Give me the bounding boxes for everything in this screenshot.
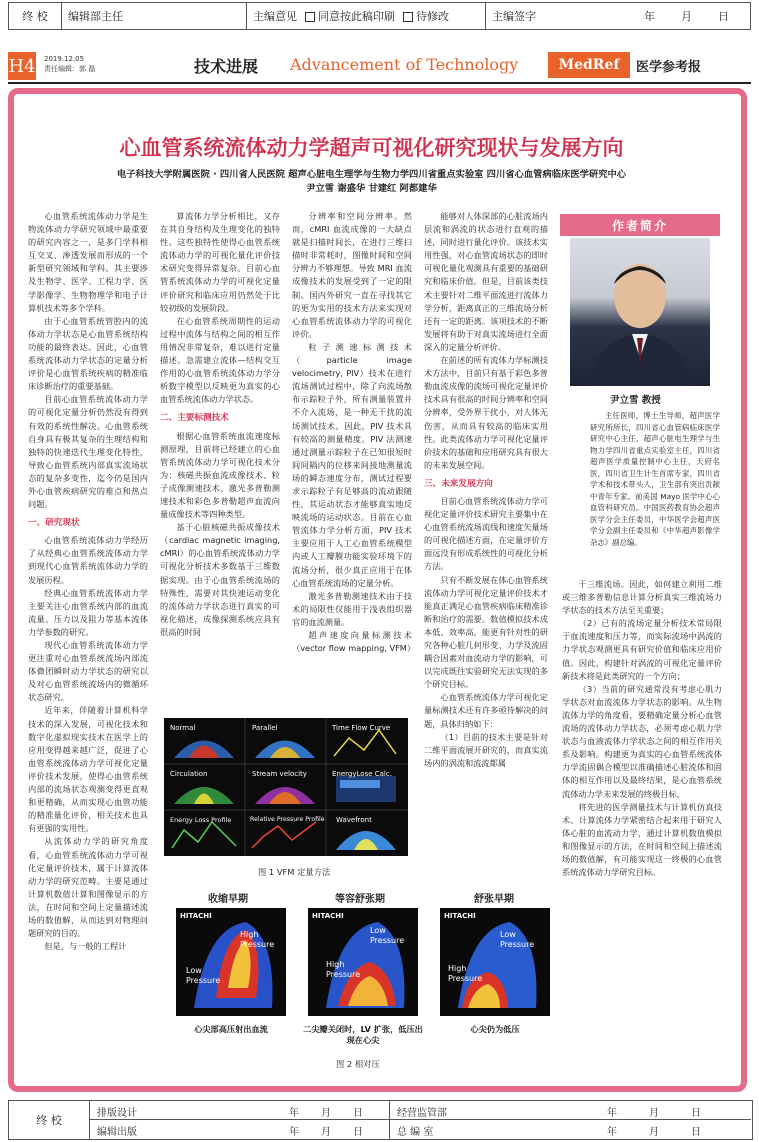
vfm-label-wavefront: Wavefront [336,816,372,824]
paragraph: 现代心血管系统流体动力学更注重对心血管系统流场内部流体微团瞬时动力学状态的研究以及对心血管系统流场内的微循环状态研究。 [28,640,148,703]
paragraph: 由于心血管系统管腔内的流体动力学状态是心血管系统结构功能的最终表达。因此，心血管系统流体动力学状态的定量分析评价是心血管系统疾病的精准临床诊断治疗的重要基础。 [28,315,148,392]
day-label: 日 [353,1108,363,1119]
proof-form-bottom [8,1100,753,1140]
column-2 [160,210,280,639]
form-divider [389,1101,390,1139]
year-label: 年 [644,10,655,23]
paragraph: 算流体力学分析相比，又存在其自身结构及生理变化的独特性。这些独特性使得心血管系统流体动力学的可视化量化评价技术研究变得异常复杂。目前心血管系统流体动力学的可视化定量评价研究和临床应用仍然处于比较初级的发展阶段。 [160,211,280,313]
figure-2-label-systole: 收缩早期 [208,894,248,905]
paragraph: 但是，与一般的工程计 [44,941,127,952]
editor-opinion-label: 主编意见 [253,10,297,23]
issue-date: 2019.12.05 [44,55,85,63]
echo-pressure-map [308,908,418,1016]
section-heading-research: 一、研究现状 [28,518,80,529]
column-3 [292,210,416,655]
responsible-editor: 责任编辑：郭 磊 [44,65,96,73]
hitachi-logo-2: HITACHI [312,912,344,920]
article-affiliation [0,168,743,196]
paragraph: 心血管系统流体动力学经历了从经典心血管系统流体动力学到现代心血管系统流体动力学的发展历程。 [28,535,148,585]
editor-sign-label: 主编签字 [492,10,536,23]
figure-1-image [164,718,408,856]
brand-logo: MedRef [548,52,630,78]
low-pressure-label-3: Low Pressure [500,930,535,949]
page-number: H4 [8,52,36,80]
column-5 [562,578,722,879]
page-header [8,50,751,80]
day-label: 日 [691,1127,701,1138]
paragraph: 目前心血管系统流体动力学的可视化定量分析仍然没有得到有效的系统性解决。心血管系统自身具有极其复杂的生理结构和独特的快速迭代生理变化特性，导致心血管系统内部真实流场状态的复杂多变性，迄今仍是国内外心血管疾病研究的难点和热点问题。 [28,394,148,510]
figure-2-label-isovolumic: 等容舒张期 [335,894,385,905]
vfm-label-normal: Normal [170,724,196,732]
checkbox-icon[interactable] [403,12,413,22]
portrait-image [570,238,710,386]
echo-pressure-map [440,908,550,1016]
month-label: 月 [321,1108,331,1119]
paragraph: 心血管系统流体动力学是生物流体动力学研究领域中最重要的研究内容之一，是多门学科相互交叉、渗透发展而形成的一个新型研究领域和学科。其主要涉及生物学、医学、工程力学、医学影像学、生物物理学和电子计算机技术等多个学科。 [28,211,148,313]
high-pressure-label-2: High Pressure [326,960,361,979]
author-box-heading: 作者简介 [560,214,720,236]
hitachi-logo-3: HITACHI [444,912,476,920]
month-label: 月 [681,10,692,23]
checkbox-icon[interactable] [305,12,315,22]
high-pressure-label-1: High Pressure [240,930,275,949]
year-label: 年 [607,1108,617,1119]
figure-2-image-3 [440,908,550,1016]
vfm-label-circulation: Circulation [170,770,208,778]
paper-name: 医学参考报 [636,60,702,75]
figure-2-caption-2: 二尖瓣关闭时，LV 扩张，低压出现在心尖 [303,1024,423,1045]
paragraph: （1）目前的技术主要是针对二维平面流展开研究的，而真实流场内的涡流和流流都属 [424,731,548,768]
paragraph: 根据心血管系统血流速度标测原理，目前将已经建立的心血管系统流体动力学可视化技术分为：核磁共振血流成像技术、粒子成像测速技术、激光多普勒测速技术和彩色多普勒超声血流向量成像技术等四种类型。 [160,430,280,520]
section-title-en: Advancement of Technology [290,55,519,74]
paragraph: 经典心血管系统流体动力学主要关注心血管系统内部的血流流量、压力以及阻力等基本流体力学参数的研究。 [28,587,148,637]
high-pressure-label-3: High Pressure [448,964,483,983]
figure-2-image-1 [176,908,286,1016]
month-label: 月 [649,1108,659,1119]
section-title-cn: 技术进展 [194,57,259,76]
paragraph: 能够对人体深部的心脏流场内层流和涡流的状态进行直观的描述，同时进行量化评价。该技术实用性强，对心血管流场状态的即时可视化量化观测具有重要的基础研究和临床价值。但是，目前该类技术主要针对二维平面流进行流体力学分析，距离真正的三维流场分析还有一定的距离。该项技术的不断发展将有助于对真实流场进行全面深入的定量分析评价。 [424,211,548,352]
editor-opinion-cell [247,3,486,29]
paragraph: （3）当前的研究通常没有考虑心肌力学状态对血流流体力学状态的影响。从生物流体力学的角度看，要精确定量分析心血管流场的流体动力学状态，必须考虑心肌力学状态与血液流体力学状态之间的相互作用关系及影响。构建更为真实的心血管系统流体力学流固偶合模型以准确描述心脏流体和固体的相互作用以及最终结果，是心血管系统流体动力学未来发展的终极目标。 [562,683,722,799]
paragraph: 只有不断发展在体心血管系统流体动力学可视化定量评价技术才能真正满足心血管疾病临床精准诊断和治疗的需要。数值模拟技术成本低、效率高，能更有针对性的研究各种心脏几何形变、力学及流固耦合因素对血流动力学的影响，可以完成既往实验研究无法实现的多个研究目标。 [424,574,548,690]
paragraph: 心血管系统流体力学可视化定量标测技术还有许多亟待解决的问题，具体归纳如下： [424,692,548,729]
column-1 [28,210,148,953]
header-meta [44,54,95,74]
year-label: 年 [289,1108,299,1119]
affiliation-line: 电子科技大学附属医院 · 四川省人民医院 超声心脏电生理学与生物力学四川省重点实验室 四川省心血管病临床医学研究中心 [116,169,627,180]
layout-design-label: 排版设计 [97,1108,137,1119]
proof-form-top [8,2,751,30]
paragraph: 将先进的医学测量技术与计算机仿真技术、计算流体力学紧密结合起来用于研究人体心脏的血流动力学，通过计算机数值模拟和图像显示的方法，在时间和空间上描述流场的数值解，有可能实现这一终极的心血管系统流体动力学研究目标。 [562,801,722,878]
paragraph: （2）已有的流场定量分析技术常局限于血流速度和压力等，而实际流场中涡流的力学状态观测更具有研究价值和临床应用价值。因此，构建针对涡流的可视化定量评价新技术将是此类研究的一个方向； [562,618,722,681]
low-pressure-label-1: Low Pressure [186,966,221,985]
month-label: 月 [321,1127,331,1138]
paragraph: 从流体动力学的研究角度看，心血管系统流体动力学可视化定量评价技术，属于计算流体动力学的研究范畴。主要是通过计算机数值计算和图像显示的方法，在时间和空间上定量描述流场的数值解，从而达到对物理问题研究的目的。 [28,836,148,939]
paragraph: 近年来，伴随着计算机科学技术的深入发展，可视化技术和数字化虚拟现实技术在医学上的应用变得越来越广泛，促进了心血管系统流体动力学可视化定量评价技术发展，使得心血管系统内部的流场状态观测变得更直观和更精确，从而实现心血管功能的精准量化评价，相关技术也具有更强的实用性。 [28,705,148,834]
final-check-label: 终 校 [9,1101,90,1139]
article-title: 心血管系统流体动力学超声可视化研究现状与发展方向 [119,136,624,160]
editor-dept-head-label: 编辑部主任 [62,3,247,29]
month-label: 月 [649,1127,659,1138]
author-photo [570,238,710,386]
paragraph: 目前心血管系统流体动力学可视化定量评价技术研究主要集中在心血管系统流场流线和速度矢量场的可视化描述方面，在定量评价方面远没有形成系统性的可视化分析方法。 [424,495,548,572]
section-heading-tech: 二、主要标测技术 [160,413,229,424]
author-name: 尹立雪 教授 [610,395,661,406]
editing-publishing-label: 编辑出版 [97,1127,137,1138]
day-label: 日 [353,1127,363,1138]
author-line: 尹立雪 谢盛华 甘建红 阿都建华 [306,183,437,194]
echo-pressure-map [176,908,286,1016]
column-4 [424,210,548,770]
paragraph: 基于心脏核磁共振成像技术（cardiac magnetic imaging, cMRI）的心血管系统流体动力学可视化分析技术多数基于三维数据实现。由于心血管系统流场的特殊性，需要对其快速运动变化的流体动力学状态进行真实的可视化描述，成像探测系统应具有很高的时间 [160,522,280,637]
paragraph: 粒子测速标测技术（particle image velocimetry, PIV）技术在进行流场测试过程中，除了向流场散布示踪粒子外，所有测量装置并不介入流场，是一种无干扰的流场测试技术。因此，PIV 技术具有较高的测量精度。PIV 法测速通过测量示踪粒子在已知很短时间间隔内的位移来间接地测量流场的瞬态速度分布，测试过程要求示踪粒子有足够高的流动跟随性，其运动状态才能够真实地反映流场的运动状态。目前在心血管流体力学分析方面，PIV 技术主要应用于人工心血管系统模型内或人工瓣膜功能实验环境下的流场分析，很少真正应用于在体心血管系统流场的定量分析。 [292,341,412,588]
year-label: 年 [607,1127,617,1138]
vfm-label-parallel: Parallel [252,724,278,732]
low-pressure-label-2: Low Pressure [370,926,405,945]
year-label: 年 [289,1127,299,1138]
day-label: 日 [718,10,729,23]
vfm-label-energy-calc: EnergyLose Calc. [332,770,392,778]
mgmt-dept-label: 经营监管部 [397,1108,447,1119]
vfm-label-stream: Stream velocity [252,770,307,778]
figure-1-caption: 图 1 VFM 定量方法 [258,867,331,877]
revise-option[interactable]: 待修改 [403,8,449,24]
figure-2-label-diastole: 舒张早期 [474,894,514,905]
vfm-label-relative-pressure: Relative Pressure Profile [250,816,325,823]
day-label: 日 [691,1108,701,1119]
paragraph: 分辨率和空间分辨率。然而，cMRI 血流成像的一大缺点就是扫描时间长，在进行三维扫描时非常耗时，图像时间和空间分辨力不够理想。导致 MRI 血流成像技术的发展受到了一定的限制。国内外研究一直在寻找其它的更为实用的技术方法来实现对心血管系统流体动力学的可视化评价。 [292,211,412,339]
paragraph: 超声速度向量标测技术（vector flow mapping, VFM） [292,630,416,654]
vfm-label-time-flow: Time Flow Curve [332,724,391,732]
form-divider [89,1119,751,1120]
figure-2-image-2 [308,908,418,1016]
paragraph: 在心血管系统周期性的运动过程中流体与结构之间的相互作用情况非常复杂，难以进行定量描述。急需建立流体—结构交互作用的心血管系统流体动力学分析数字模型以反映更为真实的心血管系统流体动力学状态。 [160,315,280,405]
vfm-label-energy-loss: Energy Loss Profile [170,816,232,824]
hitachi-logo-1: HITACHI [180,912,212,920]
author-bio: 主任医师，博士生导师，超声医学研究所所长，四川省心血管病临床医学研究中心主任，超声心脏电生理学与生物力学四川省重点实验室主任，四川省超声医学质量控制中心主任，天府名医，四川省卫生计生首席专家，四川省学术和技术带头人，卫生部有突出贡献中青年专家。前美国 Mayo 医学中心心血管科研究员。中国医药教育协会超声医学分会主任委员，中华医学会超声医学分会副主任委员和《中华超声影像学杂志》副总编。 [590,411,720,547]
figure-2-caption-3: 心尖仍为低压 [470,1024,520,1034]
paragraph: 激光多普勒测速技术由于技术的局限性仅能用于浅表组织器官的血流测量。 [292,590,412,627]
editor-sign-cell [486,3,750,29]
paragraph: 于三维流场。因此，如何建立利用二维或三维多普勒信息计算分析真实三维流场力学状态的技术方法至关重要； [562,579,722,616]
figure-2-caption-1: 心尖部高压射出血流 [194,1024,268,1034]
paragraph: 在前述的所有流体力学标测技术方法中，目前只有基于彩色多普勒血流成像的流场可视化定量评价技术具有很高的时间分辨率和空间分辨率，受外界干扰小，对人体无伤害，从而具有较高的临床实用性。此类流体动力学可视化定量评价技术的基础和应用研究具有很大的未来发展空间。 [424,355,548,470]
header-rule [8,82,751,84]
vfm-panels [164,718,408,856]
agree-option[interactable]: 同意按此稿印刷 [305,8,395,24]
figure-2-caption: 图 2 相对压 [336,1059,380,1069]
chief-room-label: 总 编 室 [397,1127,434,1138]
section-heading-future: 三、未来发展方向 [424,478,493,489]
final-check-label: 终 校 [9,3,62,29]
